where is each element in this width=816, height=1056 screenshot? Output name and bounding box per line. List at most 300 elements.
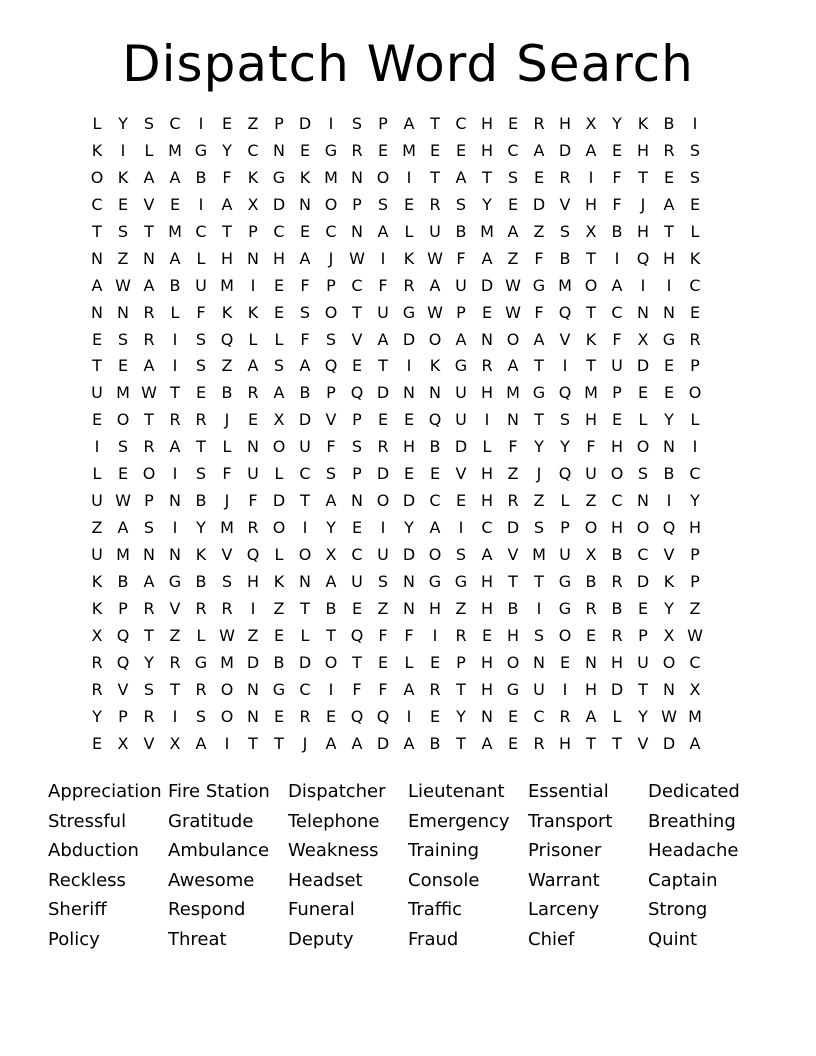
grid-letter: T <box>144 410 154 430</box>
grid-letter: T <box>352 652 362 672</box>
grid-letter: L <box>222 437 232 457</box>
grid-letter: N <box>143 248 155 268</box>
grid-letter: B <box>429 733 441 753</box>
grid-letter: T <box>508 571 518 591</box>
grid-letter: T <box>222 221 232 241</box>
grid-letter: U <box>91 383 103 403</box>
grid-letter: A <box>507 221 519 241</box>
grid-letter: I <box>692 437 698 457</box>
word-list-item: Headset <box>288 869 363 891</box>
page-title: Dispatch Word Search <box>122 35 694 93</box>
grid-letter: L <box>92 114 102 133</box>
grid-letter: H <box>480 652 494 672</box>
grid-letter: L <box>404 221 414 241</box>
grid-letter: Z <box>507 248 519 268</box>
grid-letter: R <box>585 598 597 618</box>
grid-letter: F <box>248 491 258 511</box>
grid-letter: T <box>170 383 180 403</box>
grid-letter: P <box>326 275 336 295</box>
word-list-item: Fire Station <box>168 781 270 802</box>
grid-letter: R <box>247 518 259 538</box>
grid-letter: G <box>506 679 520 699</box>
grid-letter: P <box>690 571 700 591</box>
grid-letter: P <box>690 356 700 376</box>
grid-letter: S <box>117 221 129 241</box>
grid-letter: W <box>141 383 157 403</box>
grid-letter: B <box>325 598 337 618</box>
grid-letter: O <box>272 518 286 538</box>
word-list-item: Lieutenant <box>408 781 505 802</box>
grid-letter: N <box>637 491 649 511</box>
grid-letter: G <box>194 140 208 160</box>
grid-letter: G <box>194 652 208 672</box>
grid-letter: P <box>118 706 128 726</box>
grid-letter: I <box>406 706 412 726</box>
grid-letter: V <box>559 329 571 349</box>
grid-letter: U <box>429 221 441 241</box>
word-list-item: Breathing <box>648 810 736 832</box>
grid-letter: K <box>663 571 675 591</box>
grid-letter: B <box>299 383 311 403</box>
grid-letter: O <box>428 329 442 349</box>
grid-letter: O <box>220 706 234 726</box>
grid-letter: T <box>430 114 440 133</box>
grid-letter: G <box>532 275 546 295</box>
grid-letter: I <box>406 356 412 376</box>
grid-letter: V <box>117 679 129 699</box>
grid-letter: A <box>299 356 311 376</box>
word-list-item: Console <box>408 869 480 891</box>
grid-letter: L <box>690 221 700 241</box>
grid-letter: C <box>351 275 363 295</box>
grid-letter: Y <box>118 114 128 133</box>
grid-letter: M <box>116 383 130 403</box>
word-list-item: Abduction <box>48 840 139 862</box>
grid-letter: B <box>585 571 597 591</box>
grid-letter: C <box>169 114 181 133</box>
grid-letter: R <box>169 652 181 672</box>
grid-letter: A <box>377 329 389 349</box>
grid-letter: Z <box>169 625 181 645</box>
grid-letter: C <box>429 491 441 511</box>
letter-grid <box>84 111 708 758</box>
grid-letter: R <box>455 625 467 645</box>
grid-letter: Q <box>558 302 572 322</box>
grid-letter: S <box>143 114 155 133</box>
grid-letter: W <box>115 275 131 295</box>
grid-letter: N <box>143 545 155 564</box>
grid-letter: Z <box>221 356 233 376</box>
grid-letter: W <box>505 275 521 295</box>
grid-letter: H <box>610 518 624 538</box>
grid-letter: P <box>326 383 336 403</box>
grid-letter: K <box>91 598 103 618</box>
grid-letter: N <box>663 302 675 322</box>
grid-letter: F <box>300 275 310 295</box>
grid-letter: A <box>325 571 337 591</box>
grid-letter: N <box>91 248 103 268</box>
grid-letter: N <box>481 329 493 349</box>
grid-letter: N <box>91 302 103 322</box>
grid-letter: V <box>221 545 233 564</box>
word-list-item: Traffic <box>408 899 463 921</box>
grid-letter: E <box>299 140 311 160</box>
grid-letter: S <box>195 706 207 726</box>
grid-letter: V <box>663 545 675 564</box>
grid-letter: C <box>637 545 649 564</box>
grid-letter: X <box>663 625 675 645</box>
grid-letter: I <box>224 733 230 753</box>
grid-letter: Y <box>92 706 102 726</box>
grid-letter: T <box>586 302 596 322</box>
grid-letter: A <box>403 679 415 699</box>
grid-letter: E <box>325 706 337 726</box>
grid-letter: A <box>351 733 363 753</box>
grid-letter: A <box>611 275 623 295</box>
grid-letter: S <box>195 329 207 349</box>
grid-letter: P <box>352 194 362 214</box>
grid-letter: H <box>584 410 598 430</box>
grid-letter: I <box>328 114 334 133</box>
grid-letter: H <box>480 679 494 699</box>
grid-letter: H <box>480 464 494 484</box>
grid-letter: P <box>248 221 258 241</box>
grid-letter: P <box>690 545 700 564</box>
word-list-item: Training <box>408 840 480 862</box>
grid-letter: B <box>117 571 129 591</box>
grid-letter: N <box>637 302 649 322</box>
grid-letter: M <box>584 383 598 403</box>
grid-letter: I <box>692 114 698 133</box>
grid-letter: Q <box>350 383 364 403</box>
grid-letter: C <box>91 194 103 214</box>
grid-letter: D <box>610 679 624 699</box>
grid-letter: S <box>533 518 545 538</box>
grid-letter: D <box>480 275 494 295</box>
grid-letter: R <box>195 679 207 699</box>
grid-letter: O <box>428 545 442 564</box>
grid-letter: I <box>198 194 204 214</box>
grid-letter: T <box>144 625 154 645</box>
grid-letter: Z <box>247 625 259 645</box>
grid-letter: S <box>533 625 545 645</box>
grid-letter: Q <box>350 706 364 726</box>
grid-letter: R <box>481 356 493 376</box>
grid-letter: F <box>352 679 362 699</box>
grid-letter: M <box>688 706 702 726</box>
grid-letter: R <box>299 706 311 726</box>
grid-letter: E <box>429 464 441 484</box>
grid-letter: W <box>661 706 677 726</box>
grid-letter: N <box>351 221 363 241</box>
grid-letter: M <box>532 545 546 564</box>
grid-letter: M <box>402 140 416 160</box>
grid-letter: V <box>351 329 363 349</box>
grid-letter: T <box>196 437 206 457</box>
grid-letter: O <box>142 464 156 484</box>
grid-letter: T <box>482 167 492 187</box>
grid-letter: X <box>273 410 285 430</box>
grid-letter: D <box>506 518 520 538</box>
grid-letter: Q <box>558 383 572 403</box>
grid-letter: T <box>326 625 336 645</box>
grid-letter: E <box>689 302 701 322</box>
grid-letter: O <box>688 383 702 403</box>
grid-letter: K <box>585 329 597 349</box>
grid-letter: N <box>169 545 181 564</box>
grid-letter: D <box>636 571 650 591</box>
grid-letter: G <box>402 302 416 322</box>
grid-letter: A <box>273 383 285 403</box>
grid-letter: X <box>637 329 649 349</box>
grid-letter: H <box>220 248 234 268</box>
grid-letter: Z <box>117 248 129 268</box>
grid-letter: U <box>299 437 311 457</box>
grid-letter: Z <box>507 464 519 484</box>
grid-letter: O <box>506 652 520 672</box>
grid-letter: A <box>221 194 233 214</box>
grid-letter: P <box>378 114 388 133</box>
grid-letter: G <box>454 571 468 591</box>
grid-letter: B <box>663 114 675 133</box>
grid-letter: U <box>455 275 467 295</box>
grid-letter: I <box>172 329 178 349</box>
word-list-item: Reckless <box>48 869 126 891</box>
grid-letter: A <box>143 167 155 187</box>
grid-letter: H <box>480 491 494 511</box>
grid-letter: R <box>507 491 519 511</box>
grid-letter: T <box>664 221 674 241</box>
grid-letter: T <box>170 679 180 699</box>
grid-letter: K <box>247 302 259 322</box>
grid-letter: R <box>143 598 155 618</box>
grid-letter: N <box>273 140 285 160</box>
word-list-item: Dedicated <box>648 781 740 802</box>
grid-letter: N <box>351 491 363 511</box>
grid-letter: I <box>406 167 412 187</box>
grid-letter: E <box>663 356 675 376</box>
grid-letter: F <box>612 194 622 214</box>
grid-letter: N <box>403 598 415 618</box>
grid-letter: F <box>612 329 622 349</box>
grid-letter: Y <box>482 194 492 214</box>
grid-letter: T <box>352 302 362 322</box>
grid-letter: A <box>143 571 155 591</box>
grid-letter: T <box>612 733 622 753</box>
grid-letter: S <box>377 194 389 214</box>
grid-letter: Q <box>636 248 650 268</box>
grid-letter: E <box>195 383 207 403</box>
grid-letter: U <box>585 464 597 484</box>
grid-letter: R <box>429 194 441 214</box>
grid-letter: U <box>559 545 571 564</box>
grid-letter: E <box>559 652 571 672</box>
grid-letter: E <box>299 221 311 241</box>
grid-letter: D <box>298 410 312 430</box>
grid-letter: R <box>221 598 233 618</box>
grid-letter: U <box>611 356 623 376</box>
grid-letter: Y <box>612 114 622 133</box>
grid-letter: D <box>636 356 650 376</box>
grid-letter: K <box>117 167 129 187</box>
grid-letter: J <box>640 194 646 214</box>
grid-letter: I <box>172 518 178 538</box>
grid-letter: I <box>666 491 672 511</box>
grid-letter: I <box>328 679 334 699</box>
grid-letter: K <box>91 140 103 160</box>
grid-letter: F <box>586 437 596 457</box>
grid-letter: D <box>376 733 390 753</box>
grid-letter: A <box>169 167 181 187</box>
grid-letter: U <box>455 410 467 430</box>
grid-letter: D <box>454 437 468 457</box>
grid-letter: S <box>689 167 701 187</box>
grid-letter: L <box>274 329 284 349</box>
grid-letter: J <box>224 491 230 511</box>
grid-letter: Y <box>690 491 700 511</box>
grid-letter: U <box>377 545 389 564</box>
grid-letter: L <box>690 410 700 430</box>
grid-letter: A <box>429 275 441 295</box>
grid-letter: K <box>195 545 207 564</box>
grid-letter: B <box>611 598 623 618</box>
grid-letter: Q <box>376 706 390 726</box>
grid-letter: L <box>92 464 102 484</box>
word-list-item: Deputy <box>288 928 354 950</box>
grid-letter: H <box>610 437 624 457</box>
grid-letter: Z <box>377 598 389 618</box>
grid-letter: X <box>117 733 129 753</box>
grid-letter: U <box>91 491 103 511</box>
grid-letter: K <box>247 167 259 187</box>
grid-letter: M <box>220 275 234 295</box>
grid-letter: E <box>403 464 415 484</box>
grid-letter: Z <box>585 491 597 511</box>
grid-letter: I <box>120 140 126 160</box>
grid-letter: A <box>533 140 545 160</box>
word-list-item: Prisoner <box>528 840 602 862</box>
grid-letter: E <box>611 410 623 430</box>
grid-letter: L <box>274 545 284 564</box>
word-list-item: Dispatcher <box>288 781 386 802</box>
grid-letter: A <box>169 248 181 268</box>
grid-letter: A <box>143 356 155 376</box>
grid-letter: O <box>376 167 390 187</box>
grid-letter: S <box>559 221 571 241</box>
grid-letter: B <box>507 598 519 618</box>
grid-letter: C <box>195 221 207 241</box>
grid-letter: Y <box>664 598 674 618</box>
grid-letter: F <box>378 679 388 699</box>
grid-letter: B <box>195 167 207 187</box>
grid-letter: N <box>247 679 259 699</box>
grid-letter: B <box>195 491 207 511</box>
grid-letter: Z <box>455 598 467 618</box>
grid-letter: V <box>559 194 571 214</box>
grid-letter: I <box>588 167 594 187</box>
grid-letter: G <box>428 571 442 591</box>
grid-letter: Q <box>220 329 234 349</box>
grid-letter: S <box>221 571 233 591</box>
grid-letter: A <box>403 733 415 753</box>
grid-letter: E <box>611 140 623 160</box>
grid-letter: S <box>377 571 389 591</box>
grid-letter: V <box>507 545 519 564</box>
grid-letter: C <box>689 275 701 295</box>
grid-letter: Y <box>664 410 674 430</box>
grid-letter: Q <box>558 464 572 484</box>
grid-letter: I <box>432 625 438 645</box>
grid-letter: V <box>169 598 181 618</box>
grid-letter: R <box>689 329 701 349</box>
grid-letter: E <box>429 706 441 726</box>
grid-letter: H <box>480 571 494 591</box>
grid-letter: E <box>585 625 597 645</box>
grid-letter: H <box>428 598 442 618</box>
grid-letter: E <box>273 275 285 295</box>
grid-letter: H <box>480 383 494 403</box>
grid-letter: X <box>247 194 259 214</box>
grid-letter: A <box>455 167 467 187</box>
word-list-item: Policy <box>48 928 100 950</box>
grid-letter: T <box>534 356 544 376</box>
grid-letter: A <box>143 275 155 295</box>
grid-letter: V <box>325 410 337 430</box>
word-list-item: Essential <box>528 781 609 802</box>
grid-letter: P <box>560 518 570 538</box>
grid-letter: R <box>91 679 103 699</box>
grid-letter: Y <box>638 706 648 726</box>
grid-letter: A <box>195 733 207 753</box>
word-list-item: Stressful <box>48 810 127 832</box>
grid-letter: L <box>482 437 492 457</box>
grid-letter: P <box>456 652 466 672</box>
grid-letter: O <box>90 167 104 187</box>
grid-letter: E <box>689 194 701 214</box>
grid-letter: I <box>666 275 672 295</box>
grid-letter: O <box>272 437 286 457</box>
grid-letter: X <box>585 545 597 564</box>
grid-letter: L <box>638 410 648 430</box>
grid-letter: N <box>481 706 493 726</box>
grid-letter: Q <box>116 652 130 672</box>
word-list-item: Larceny <box>528 899 600 921</box>
grid-letter: S <box>117 437 129 457</box>
grid-letter: E <box>507 114 519 133</box>
grid-letter: U <box>455 383 467 403</box>
grid-letter: O <box>662 652 676 672</box>
grid-letter: O <box>610 464 624 484</box>
grid-letter: Q <box>662 518 676 538</box>
grid-letter: A <box>325 491 337 511</box>
grid-letter: N <box>507 410 519 430</box>
grid-letter: E <box>377 140 389 160</box>
grid-letter: Y <box>196 518 206 538</box>
grid-letter: N <box>403 571 415 591</box>
grid-letter: E <box>117 194 129 214</box>
grid-letter: W <box>687 625 703 645</box>
grid-letter: Y <box>326 518 336 538</box>
grid-letter: F <box>378 275 388 295</box>
grid-letter: R <box>533 733 545 753</box>
grid-letter: B <box>195 571 207 591</box>
grid-letter: G <box>532 383 546 403</box>
grid-letter: D <box>272 194 286 214</box>
grid-letter: T <box>456 733 466 753</box>
grid-letter: G <box>272 167 286 187</box>
grid-letter: E <box>507 706 519 726</box>
grid-letter: Q <box>324 356 338 376</box>
